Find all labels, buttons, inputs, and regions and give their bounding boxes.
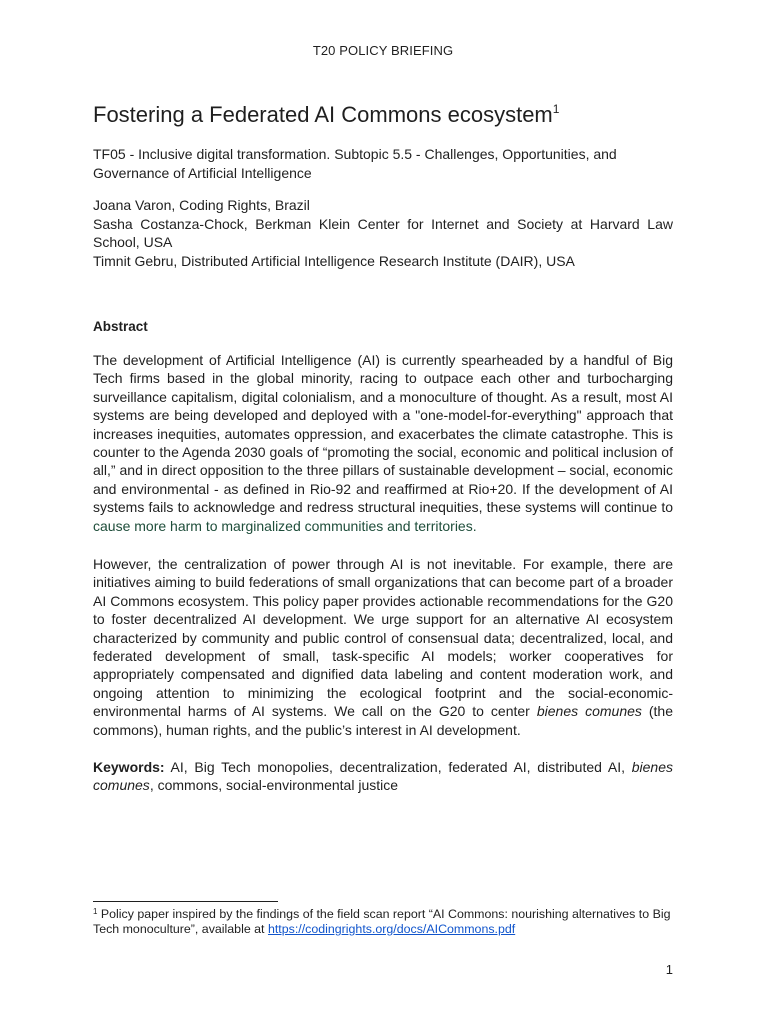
footnote-text: Policy paper inspired by the findings of the field scan report “AI Commons: nourishing alternatives to Big Tech monoculture”, available at <box>93 907 671 936</box>
title-footnote-marker[interactable]: 1 <box>552 102 560 116</box>
footnote <box>93 907 675 937</box>
abstract-paragraph-2 <box>93 555 673 739</box>
paper-title <box>93 100 673 130</box>
harm-link[interactable]: cause more harm to marginalized communities and territories. <box>93 517 477 534</box>
keywords-text-before: AI, Big Tech monopolies, decentralization, federated AI, distributed AI, <box>164 759 632 775</box>
task-force-subtitle: TF05 - Inclusive digital transformation. Subtopic 5.5 - Challenges, Opportunities, and Governance of Artificial Intelligence <box>93 146 617 181</box>
keywords-text-after: , commons, social-environmental justice <box>149 777 399 794</box>
author-costanza-chock: Sasha Costanza-Chock, Berkman Klein Center for Internet and Society at Harvard Law School, USA <box>93 215 673 250</box>
keywords-italic: bienes comunes <box>93 759 673 794</box>
footnote-link[interactable]: https://codingrights.org/docs/AICommons.pdf <box>267 922 516 936</box>
running-header: T20 POLICY BRIEFING <box>312 43 454 58</box>
paper-title-text: Fostering a Federated AI Commons ecosystem <box>93 102 553 127</box>
author-gebru: Timnit Gebru, Distributed Artificial Intelligence Research Institute (DAIR), USA <box>93 252 575 269</box>
page-number: 1 <box>665 962 673 977</box>
footnote-marker: 1 <box>93 907 98 916</box>
footnote-divider <box>93 901 278 902</box>
abstract-paragraph-1-text: The development of Artificial Intelligence (AI) is currently spearheaded by a handful of Big Tech firms based in the global minority, racing to outpace each other and turbocharging surveillance capitalism, digital colonialism, and a monoculture of thought. As a result, most AI systems are being developed and deployed with a "one-model-for-everything" approach that increases inequities, automates oppression, and exacerbates the climate catastrophe. This is counter to the Agenda 2030 goals of “promoting the social, economic and political inclusion of all,” and in direct opposition to the three pillars of sustainable development – social, economic and environmental - as defined in Rio-92 and reaffirmed at Rio+20. If the development of AI systems fails to acknowledge and redress structural inequities, these systems will continue to <box>93 352 673 516</box>
keywords-paragraph <box>93 758 673 795</box>
abstract-paragraph-2-italic: bienes comunes <box>536 703 642 720</box>
document-page <box>93 0 673 1024</box>
author-varon: Joana Varon, Coding Rights, Brazil <box>93 197 310 213</box>
abstract-paragraph-2-tail: (the commons), human rights, and the public’s interest in AI development. <box>93 703 673 738</box>
abstract-heading: Abstract <box>93 319 148 334</box>
author-list <box>93 196 673 270</box>
abstract-paragraph-2-text: However, the centralization of power through AI is not inevitable. For example, there are initiatives aiming to build federations of small organizations that can become part of a broader AI Commons ecosystem. This policy paper provides actionable recommendations for the G20 to foster decentralized AI development. We urge support for an alternative AI ecosystem characterized by community and public control of consensual data; decentralized, local, and federated development of small, task-specific AI models; worker cooperatives for appropriately compensated and dignified data labeling and content moderation work, and ongoing attention to minimizing the ecological footprint and the social-economic-environmental harms of AI systems. We call on the G20 to center <box>93 556 673 720</box>
keywords-label: Keywords: <box>93 759 165 775</box>
abstract-paragraph-1 <box>93 351 673 535</box>
